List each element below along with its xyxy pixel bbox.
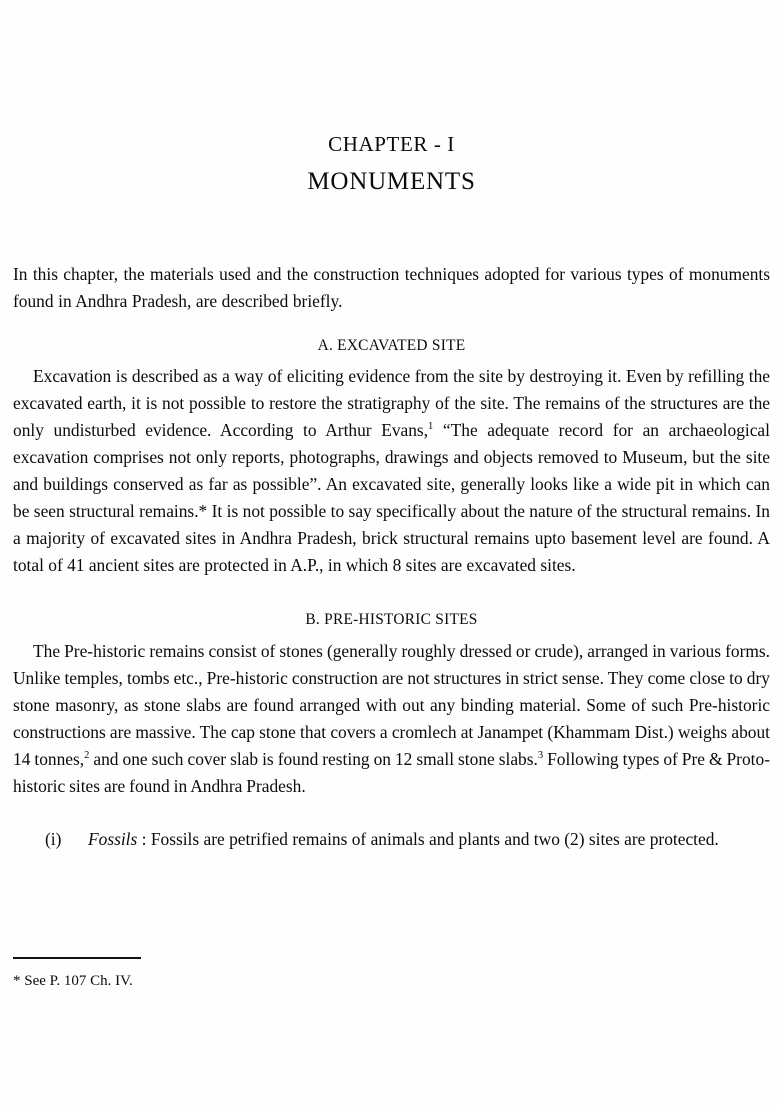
page-content: [13, 0, 770, 853]
paragraph-text-part-3: Following types of Pre & Proto-historic sites are found in Andhra Pradesh.: [13, 749, 770, 797]
pre-proto-historic-type-list: [13, 826, 770, 853]
paragraph-text-part-1: Excavation is described as a way of eliciting evidence from the site by destroying it. Even by refilling the excavated earth, it is not possible to restore the stratigraphy of the site. The remains of the structures are the only undisturbed evidence. According to Arthur Evans,: [13, 366, 770, 441]
list-item: [13, 826, 770, 853]
chapter-heading-block: [13, 132, 770, 197]
footnote-area: [13, 957, 770, 992]
list-item-term: Fossils: [88, 829, 138, 850]
paragraph-text-part-2: and one such cover slab is found resting on 12 small stone slabs.: [89, 749, 538, 770]
footnote-separator-rule: [13, 957, 141, 959]
footnote-ref-1: 1: [428, 421, 434, 433]
footnote-text: * See P. 107 Ch. IV.: [13, 973, 133, 989]
paragraph-text-part-2: “The adequate record for an archaeological excavation comprises not only reports, photographs, drawings and objects removed to Museum, but the site and buildings conserved as far as possible”. An excavated site, generally looks like a wide pit in which can be seen structural remains.* It is not possible to say specifically about the nature of the structural remains. In a majority of excavated sites in Andhra Pradesh, brick structural remains upto basement level are found. A total of 41 ancient sites are protected in A.P., in which 8 sites are excavated sites.: [13, 420, 770, 576]
section-heading-pre-historic-sites: B. PRE-HISTORIC SITES: [305, 611, 478, 629]
list-item-body: [88, 826, 770, 853]
page-title: MONUMENTS: [307, 168, 476, 196]
intro-paragraph: In this chapter, the materials used and the construction techniques adopted for various types of monuments found in Andhra Pradesh, are described briefly.: [13, 264, 770, 312]
footnote-ref-3: 3: [537, 750, 544, 762]
paragraph-text-part-1: The Pre-historic remains consist of stones (generally roughly dressed or crude), arranged in various forms. Unlike temples, tombs etc., Pre-historic construction are not structures in strict sense. They come close to dry stone masonry, as stone slabs are found arranged with out any binding material. Some of such Pre-historic constructions are massive. The cap stone that covers a cromlech at Janampet (Khammam Dist.) weighs about 14 tonnes,: [13, 641, 770, 770]
paragraph-excavated-site: [13, 363, 770, 579]
footnote-ref-2: 2: [84, 750, 90, 762]
paragraph-pre-historic-sites: [13, 638, 770, 800]
list-item-definition: : Fossils are petrified remains of animals and plants and two (2) sites are protected.: [137, 829, 719, 850]
list-item-marker: (i): [45, 829, 62, 850]
section-heading-excavated-site: A. EXCAVATED SITE: [317, 337, 466, 355]
chapter-label: CHAPTER - I: [328, 132, 455, 156]
